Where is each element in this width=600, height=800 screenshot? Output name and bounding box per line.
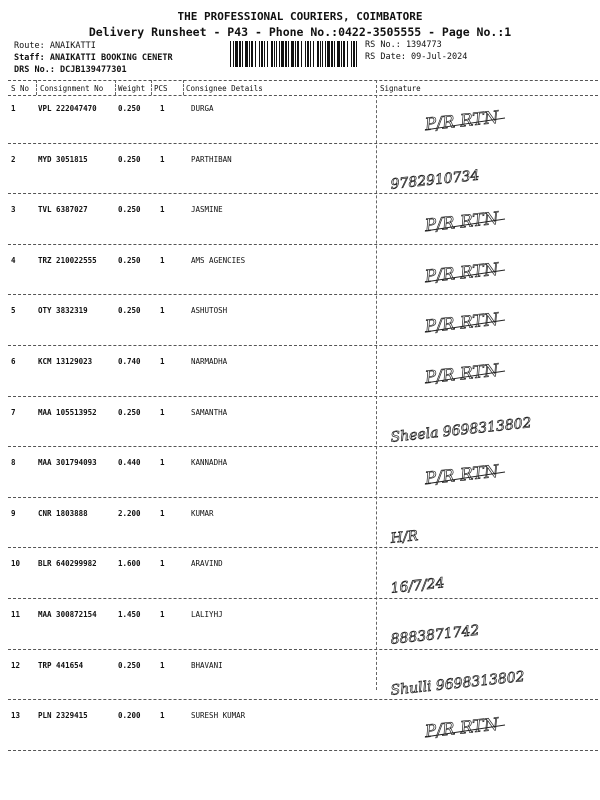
row-pcs: 1 — [160, 711, 165, 721]
row-sno: 8 — [11, 458, 16, 468]
row-consignment-no: MAA 301794093 — [38, 458, 97, 468]
runsheet-subtitle: Delivery Runsheet - P43 - Phone No.:0422-3505555 - Page No.:1 — [88, 25, 512, 39]
row-weight: 0.250 — [118, 205, 141, 215]
row-sno: 4 — [11, 255, 16, 265]
row-divider — [8, 244, 598, 245]
signature-handwriting — [385, 553, 595, 601]
signature-handwriting — [385, 351, 595, 399]
col-header-pcs: PCS — [154, 84, 168, 93]
row-sno: 7 — [11, 407, 16, 417]
row-pcs: 1 — [160, 306, 165, 316]
signature-handwriting — [385, 402, 595, 450]
row-weight: 0.250 — [118, 255, 141, 265]
row-sno: 2 — [11, 154, 16, 164]
row-weight: 0.250 — [118, 154, 141, 164]
row-consignee: AMS AGENCIES — [191, 255, 246, 265]
row-divider — [8, 699, 598, 700]
row-weight: 2.200 — [118, 508, 141, 518]
row-pcs: 1 — [160, 559, 165, 569]
signature-text: P/R RTN — [423, 461, 500, 490]
signature-handwriting — [385, 604, 595, 652]
row-sno: 9 — [11, 508, 16, 518]
row-divider — [8, 547, 598, 548]
row-divider — [8, 294, 598, 295]
signature-handwriting — [385, 503, 595, 551]
row-weight: 0.250 — [118, 660, 141, 670]
col-header-weight: Weight — [118, 84, 146, 93]
row-sno: 3 — [11, 205, 16, 215]
signature-text: 9782910734 — [389, 167, 481, 193]
row-divider — [8, 750, 598, 751]
row-sno: 12 — [11, 660, 21, 670]
signature-text: P/R RTN — [423, 714, 500, 743]
row-pcs: 1 — [160, 610, 165, 619]
row-consignee: PARTHIBAN — [191, 154, 232, 164]
row-consignment-no: TRZ 210022555 — [38, 255, 97, 265]
row-divider — [8, 598, 598, 599]
signature-text: H/R — [389, 527, 419, 547]
row-consignee: SURESH KUMAR — [191, 711, 246, 721]
signature-text: 8883871742 — [389, 622, 481, 648]
row-pcs: 1 — [160, 660, 165, 670]
staff-label: Staff: ANAIKATTI BOOKING CENETR — [14, 53, 173, 63]
row-pcs: 1 — [160, 357, 165, 366]
row-consignee: KUMAR — [191, 508, 214, 518]
row-pcs: 1 — [160, 508, 165, 518]
row-divider — [8, 497, 598, 498]
row-consignment-no: MYD 3051815 — [38, 154, 88, 164]
row-pcs: 1 — [160, 255, 165, 265]
col-header-consignment: Consignment No — [40, 84, 104, 93]
signature-text: P/R RTN — [423, 107, 500, 136]
signature-handwriting — [385, 705, 595, 753]
signature-text: 16/7/24 — [389, 575, 446, 598]
row-consignee: SAMANTHA — [191, 407, 228, 417]
route-label: Route: ANAIKATTI — [14, 41, 96, 51]
col-header-sno: S No — [11, 84, 30, 93]
col-divider — [151, 80, 152, 95]
header-top-rule — [8, 80, 598, 81]
row-weight: 0.740 — [118, 357, 141, 366]
header-bottom-rule — [8, 95, 598, 96]
row-sno: 10 — [11, 559, 21, 569]
row-weight: 1.600 — [118, 559, 141, 569]
row-weight: 0.250 — [118, 104, 141, 113]
row-consignment-no: CNR 1803888 — [38, 508, 88, 518]
row-consignment-no: MAA 105513952 — [38, 407, 97, 417]
col-header-consignee: Consignee Details — [186, 84, 263, 93]
row-pcs: 1 — [160, 154, 165, 164]
row-consignment-no: OTY 3832319 — [38, 306, 88, 316]
row-pcs: 1 — [160, 407, 165, 417]
row-divider — [8, 396, 598, 397]
row-weight: 0.200 — [118, 711, 141, 721]
col-divider — [115, 80, 116, 95]
row-consignment-no: TVL 6387027 — [38, 205, 88, 215]
row-sno: 11 — [11, 610, 21, 619]
row-sno: 1 — [11, 104, 16, 113]
signature-text: Sheela 9698313802 — [389, 414, 533, 446]
barcode — [230, 41, 360, 67]
signature-text: P/R RTN — [423, 208, 500, 237]
row-consignment-no: BLR 640299982 — [38, 559, 97, 569]
signature-text: P/R RTN — [423, 360, 500, 389]
rs-number: RS No.: 1394773 — [365, 40, 442, 50]
row-sno: 6 — [11, 357, 16, 366]
row-consignment-no: VPL 222047470 — [38, 104, 97, 113]
col-divider — [36, 80, 37, 95]
signature-text: Shulli 9698313802 — [389, 668, 526, 699]
signature-handwriting — [385, 300, 595, 348]
row-consignee: BHAVANI — [191, 660, 223, 670]
row-consignment-no: TRP 441654 — [38, 660, 84, 670]
row-consignment-no: MAA 300872154 — [38, 610, 97, 619]
signature-text: P/R RTN — [423, 259, 500, 288]
row-consignee: DURGA — [191, 104, 214, 113]
row-consignee: ARAVIND — [191, 559, 223, 569]
row-divider — [8, 649, 598, 650]
row-divider — [8, 143, 598, 144]
signature-handwriting — [385, 250, 595, 298]
signature-handwriting — [385, 655, 595, 703]
signature-text: P/R RTN — [423, 309, 500, 338]
row-pcs: 1 — [160, 205, 165, 215]
col-header-signature: Signature — [380, 84, 421, 93]
row-consignee: JASMINE — [191, 205, 223, 215]
company-title: THE PROFESSIONAL COURIERS, COIMBATORE — [177, 10, 423, 23]
drs-number: DRS No.: DCJB139477301 — [14, 65, 127, 75]
row-pcs: 1 — [160, 104, 165, 113]
rs-date: RS Date: 09-Jul-2024 — [365, 52, 468, 62]
col-divider — [183, 80, 184, 95]
signature-handwriting — [385, 452, 595, 500]
row-weight: 0.250 — [118, 306, 141, 316]
signature-handwriting — [385, 98, 595, 146]
row-consignee: NARMADHA — [191, 357, 228, 366]
row-consignee: LALIYHJ — [191, 610, 223, 619]
signature-handwriting — [385, 149, 595, 197]
row-consignment-no: KCM 13129023 — [38, 357, 93, 366]
row-pcs: 1 — [160, 458, 165, 468]
signature-handwriting — [385, 199, 595, 247]
row-sno: 5 — [11, 306, 16, 316]
row-weight: 0.440 — [118, 458, 141, 468]
row-consignment-no: PLN 2329415 — [38, 711, 88, 721]
row-divider — [8, 193, 598, 194]
row-weight: 0.250 — [118, 407, 141, 417]
row-divider — [8, 345, 598, 346]
row-sno: 13 — [11, 711, 21, 721]
row-consignee: ASHUTOSH — [191, 306, 228, 316]
row-weight: 1.450 — [118, 610, 141, 619]
row-consignee: KANNADHA — [191, 458, 228, 468]
row-divider — [8, 446, 598, 447]
